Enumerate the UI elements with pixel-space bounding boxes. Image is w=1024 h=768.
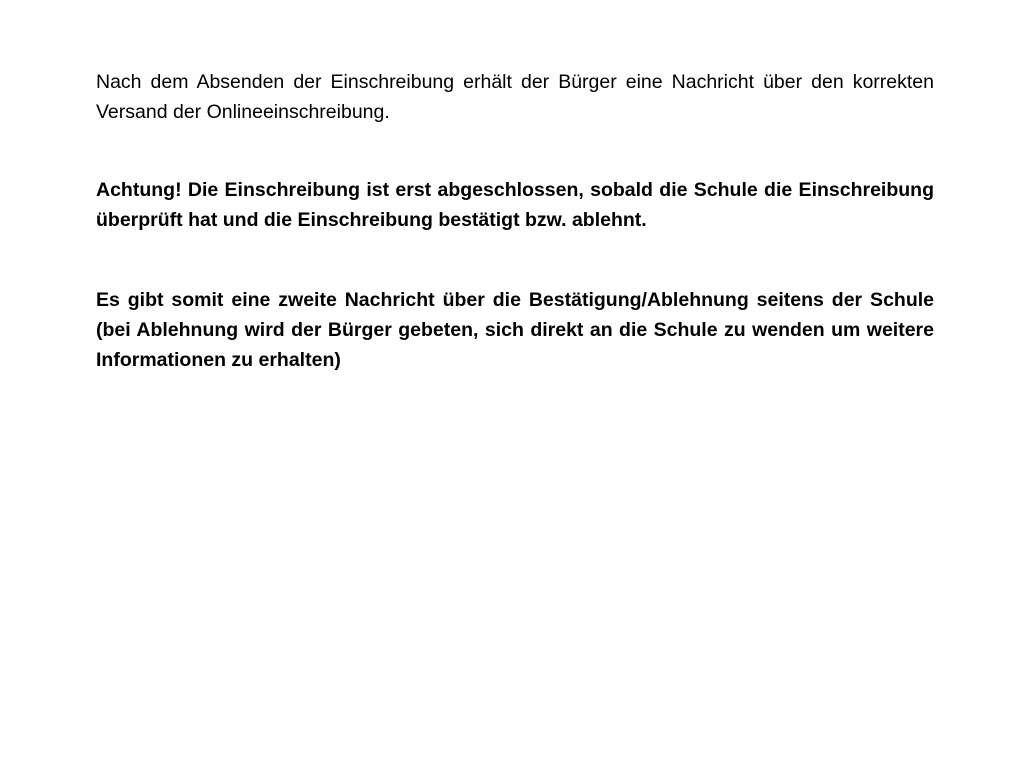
paragraph-confirmation-message: Nach dem Absenden der Einschreibung erhält der Bürger eine Nachricht über den korrekten Versand der Onlineeinschreibung.: [96, 71, 934, 123]
paragraph-attention-notice: Achtung! Die Einschreibung ist erst abgeschlossen, sobald die Schule die Einschreibung überprüft hat und die Einschreibung bestätigt bzw. ablehnt.: [96, 179, 934, 231]
paragraph-second-message: Es gibt somit eine zweite Nachricht über die Bestätigung/Ablehnung seitens der Schule (bei Ablehnung wird der Bürger gebeten, sich direkt an die Schule zu wenden um weitere Informationen zu erhalten): [96, 289, 934, 371]
